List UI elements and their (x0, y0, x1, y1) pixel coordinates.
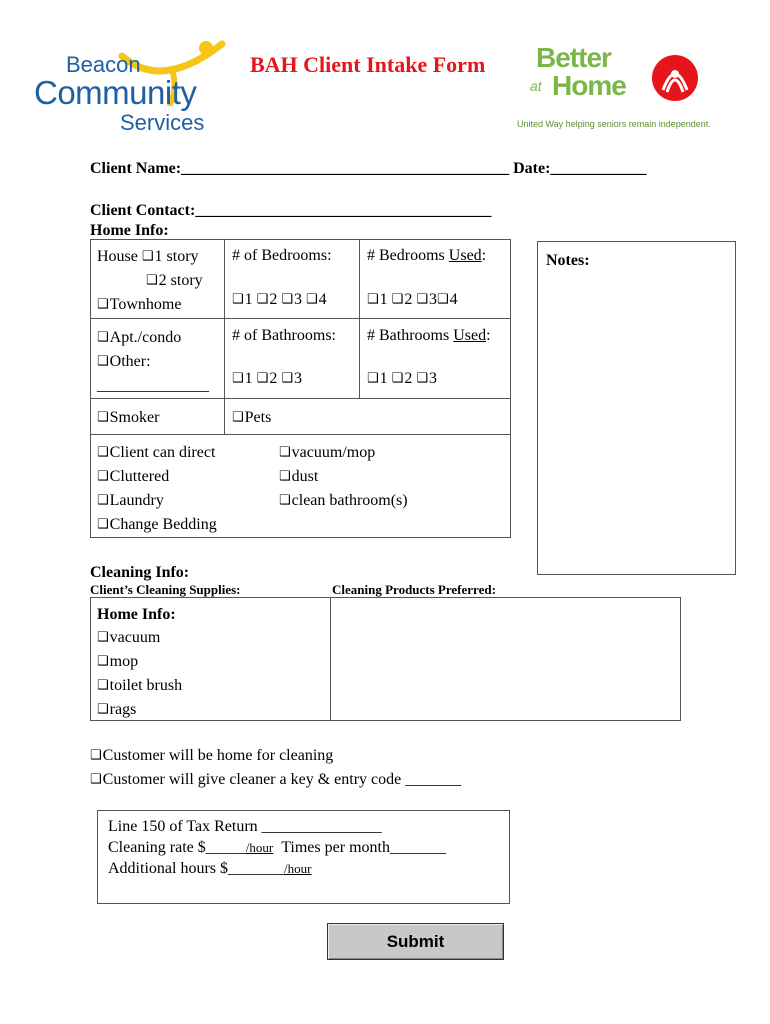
bathrooms-label: # of Bathrooms: (232, 327, 336, 344)
bathrooms-used-options (367, 367, 437, 391)
cleaning-info-heading: Cleaning Info: (90, 564, 190, 581)
client-contact-label: Client Contact: (90, 202, 196, 219)
clean-bathrooms-option[interactable]: ❑clean bathroom(s) (279, 489, 408, 513)
apt-other-group (97, 326, 209, 397)
beacon-logo-line3: Services (120, 110, 205, 135)
beacon-logo-line2: Community (34, 74, 197, 111)
other-blank[interactable]: ______________ (97, 377, 209, 394)
checkbox-icon[interactable]: ❑ (232, 292, 244, 307)
checkbox-icon[interactable]: ❑ (256, 371, 269, 386)
checkbox-icon[interactable]: ❑ (416, 371, 428, 386)
checkbox-icon[interactable]: ❑ (391, 292, 404, 307)
checkbox-icon[interactable]: ❑ (232, 410, 244, 425)
customer-options (90, 744, 461, 792)
bedrooms-label: # of Bedrooms: (232, 247, 332, 264)
page-title: BAH Client Intake Form (250, 52, 486, 77)
line150-field[interactable]: Line 150 of Tax Return _______________ (108, 818, 382, 835)
additional-hours-field[interactable]: Additional hours $_______/hour (108, 860, 312, 877)
other-option[interactable]: ❑Other: (97, 350, 209, 374)
bedrooms-opt-1[interactable]: ❑1 (232, 291, 253, 308)
vacuum-mop-option[interactable]: ❑vacuum/mop (279, 441, 408, 465)
checkbox-icon[interactable]: ❑ (281, 371, 293, 386)
bedrooms-used-opt-2[interactable]: ❑2 (392, 291, 413, 308)
laundry-option[interactable]: ❑Laundry (97, 489, 217, 513)
change-bedding-option[interactable]: ❑Change Bedding (97, 513, 217, 537)
checkbox-icon[interactable]: ❑ (367, 292, 379, 307)
checkbox-icon[interactable]: ❑ (97, 410, 109, 425)
checkbox-icon[interactable]: ❑ (97, 493, 109, 508)
checkbox-icon[interactable]: ❑ (367, 371, 379, 386)
bathrooms-used-opt-1[interactable]: ❑1 (367, 370, 388, 387)
better-logo-tagline: United Way helping seniors remain independent. (517, 119, 711, 129)
house-2-story[interactable]: ❑2 story (97, 269, 203, 293)
client-name-blank[interactable]: _________________________________________ (181, 160, 510, 177)
smoker-option[interactable]: ❑Smoker (97, 406, 159, 430)
date-blank[interactable]: ____________ (550, 160, 647, 177)
townhome-option[interactable]: ❑Townhome (97, 293, 203, 317)
home-info-heading: Home Info: (90, 222, 169, 239)
checkbox-icon[interactable]: ❑ (97, 330, 109, 345)
cleaning-supplies-label: Client’s Cleaning Supplies: (90, 582, 241, 597)
checkbox-icon[interactable]: ❑ (97, 297, 109, 312)
bedrooms-opt-4[interactable]: ❑4 (306, 291, 327, 308)
checkbox-icon[interactable]: ❑ (281, 292, 293, 307)
bedrooms-options (232, 288, 327, 312)
bedrooms-used-opt-1[interactable]: ❑1 (367, 291, 388, 308)
checkbox-icon[interactable]: ❑ (97, 678, 109, 693)
better-logo-line2: Home (552, 70, 626, 101)
checkbox-icon[interactable]: ❑ (90, 772, 102, 787)
beacon-logo-line1: Beacon (66, 52, 141, 77)
checkbox-icon[interactable]: ❑ (97, 630, 109, 645)
bathrooms-opt-3[interactable]: ❑3 (281, 370, 302, 387)
notes-box[interactable] (537, 241, 736, 575)
cleaning-tasks-group (279, 441, 408, 513)
better-logo-at: at (530, 78, 542, 94)
checkbox-icon[interactable]: ❑ (146, 273, 158, 288)
client-name-label: Client Name: (90, 160, 182, 177)
checkbox-icon[interactable]: ❑ (97, 354, 109, 369)
client-can-direct-option[interactable]: ❑Client can direct (97, 441, 217, 465)
dust-option[interactable]: ❑dust (279, 465, 408, 489)
supplies-mop-option[interactable]: ❑mop (97, 650, 182, 674)
better-logo-line1: Better (536, 42, 611, 73)
client-contact-blank[interactable]: _____________________________________ (195, 202, 492, 219)
cleaning-products-label: Cleaning Products Preferred: (332, 582, 496, 597)
checkbox-icon[interactable]: ❑ (232, 371, 244, 386)
bedrooms-used-opt-4[interactable]: ❑4 (437, 291, 458, 308)
beacon-logo (32, 36, 222, 136)
house-1-story[interactable]: House ❑1 story (97, 245, 203, 269)
tax-lines (108, 816, 446, 879)
better-at-home-logo (516, 42, 726, 134)
supplies-home-info-label: Home Info: (97, 606, 176, 623)
checkbox-icon[interactable]: ❑ (141, 249, 154, 264)
checkbox-icon[interactable]: ❑ (279, 469, 291, 484)
bedrooms-opt-2[interactable]: ❑2 (257, 291, 278, 308)
checkbox-icon[interactable]: ❑ (279, 445, 291, 460)
checkbox-icon[interactable]: ❑ (416, 292, 428, 307)
bathrooms-used-opt-2[interactable]: ❑2 (392, 370, 413, 387)
client-name-row[interactable] (90, 157, 646, 180)
bathrooms-options (232, 367, 302, 391)
customer-home-option[interactable]: ❑Customer will be home for cleaning (90, 744, 461, 768)
supplies-toilet-brush-option[interactable]: ❑toilet brush (97, 674, 182, 698)
checkbox-icon[interactable]: ❑ (436, 292, 449, 307)
bathrooms-used-label: # Bathrooms Used: (367, 327, 491, 344)
united-way-icon (649, 52, 701, 104)
checkbox-icon[interactable]: ❑ (97, 469, 109, 484)
supplies-rags-option[interactable]: ❑rags (97, 698, 182, 722)
bathrooms-opt-2[interactable]: ❑2 (257, 370, 278, 387)
cleaning-rate-field[interactable]: Cleaning rate $_____/hour Times per month_______ (108, 839, 446, 856)
bedrooms-opt-3[interactable]: ❑3 (281, 291, 302, 308)
checkbox-icon[interactable]: ❑ (97, 654, 109, 669)
checkbox-icon[interactable]: ❑ (279, 493, 291, 508)
checkbox-icon[interactable]: ❑ (97, 702, 109, 717)
pets-option[interactable]: ❑Pets (232, 406, 271, 430)
notes-label: Notes: (546, 252, 590, 269)
cluttered-option[interactable]: ❑Cluttered (97, 465, 217, 489)
bedrooms-used-options (367, 288, 458, 312)
checkbox-icon[interactable]: ❑ (90, 748, 102, 763)
supplies-vacuum-option[interactable]: ❑vacuum (97, 626, 182, 650)
customer-key-option[interactable]: ❑Customer will give cleaner a key & entry code _______ (90, 768, 461, 792)
checkbox-icon[interactable]: ❑ (305, 292, 318, 307)
bedrooms-used-opt-3[interactable]: ❑3 (416, 291, 437, 308)
apt-condo-option[interactable]: ❑Apt./condo (97, 326, 209, 350)
supplies-group (97, 603, 182, 722)
house-type-group (97, 245, 203, 317)
bathrooms-opt-1[interactable]: ❑1 (232, 370, 253, 387)
checkbox-icon[interactable]: ❑ (391, 371, 404, 386)
bedrooms-used-label: # Bedrooms Used: (367, 247, 487, 264)
bathrooms-used-opt-3[interactable]: ❑3 (416, 370, 437, 387)
checkbox-icon[interactable]: ❑ (97, 445, 109, 460)
checkbox-icon[interactable]: ❑ (97, 517, 109, 532)
checkbox-icon[interactable]: ❑ (256, 292, 269, 307)
submit-button[interactable]: Submit (327, 923, 504, 960)
cleaning-products-field[interactable] (331, 598, 680, 720)
date-label: Date: (513, 160, 551, 177)
client-tasks-group (97, 441, 217, 537)
